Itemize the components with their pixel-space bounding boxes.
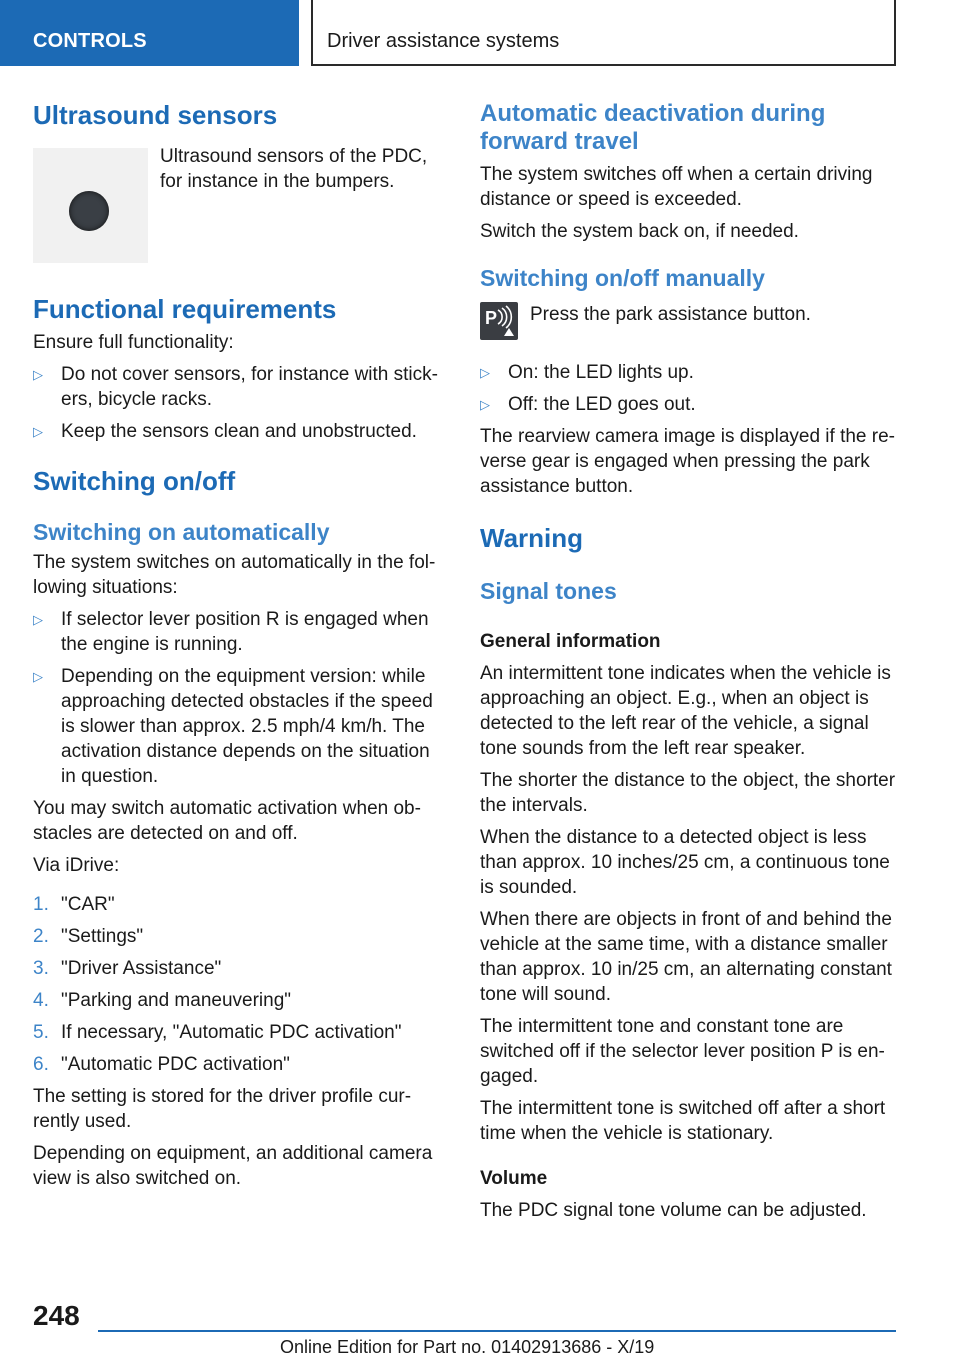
left-column xyxy=(33,100,441,1198)
sensor-icon xyxy=(69,191,109,231)
warning-heading: Warning xyxy=(480,523,584,553)
list-item: 2. "Settings" xyxy=(33,926,144,947)
functional-list xyxy=(33,362,441,444)
right-column xyxy=(480,100,898,1230)
ultrasound-section xyxy=(33,100,441,246)
functional-intro: Ensure full functionality: xyxy=(33,332,234,353)
park-assistance-button-icon xyxy=(480,302,518,340)
step-number: 3. xyxy=(33,958,49,979)
switching-heading: Switching on/off xyxy=(33,466,236,496)
list-item: 4. "Parking and maneuvering" xyxy=(33,990,292,1011)
functional-requirements-heading: Functional requirements xyxy=(33,294,337,324)
list-item: 1. "CAR" xyxy=(33,894,115,915)
edition-text: Online Edition for Part no. 01402913686 - X/19 xyxy=(280,1337,655,1357)
step-number: 2. xyxy=(33,926,49,947)
general-p4: When there are objects in front of and behind the vehicle at the same time, with a distance smaller than approx. 10 in/25 cm, an alternating constant tone will sound. xyxy=(480,909,892,1005)
bullet-triangle-icon: ▷ xyxy=(480,397,490,412)
list-item: ▷ On: the LED lights up. xyxy=(480,362,694,383)
general-info-heading: General information xyxy=(480,631,661,652)
volume-heading: Volume xyxy=(480,1168,548,1189)
via-idrive: Via iDrive: xyxy=(33,855,120,876)
list-item: 3. "Driver Assistance" xyxy=(33,958,222,979)
general-p6: The intermittent tone is switched off after a short time when the vehicle is stationary. xyxy=(480,1098,886,1144)
step-number: 6. xyxy=(33,1054,49,1075)
auto-intro: The system switches on automatically in the fol-lowing situations: xyxy=(33,552,436,598)
volume-text: The PDC signal tone volume can be adjusted. xyxy=(480,1200,867,1221)
deactivation-p1: The system switches off when a certain driving distance or speed is exceeded. xyxy=(480,164,873,210)
general-p3: When the distance to a detected object is less than approx. 10 inches/25 cm, a continuous tone is sounded. xyxy=(480,827,890,898)
list-item: ▷ Off: the LED goes out. xyxy=(480,394,696,415)
general-p5: The intermittent tone and constant tone are switched off if the selector lever position P is en-gaged. xyxy=(480,1016,885,1087)
chapter-title: Driver assistance systems xyxy=(327,30,560,52)
manual-text: Press the park assistance button. xyxy=(530,304,811,325)
idrive-steps xyxy=(33,892,441,1077)
auto-list xyxy=(33,607,441,789)
bullet-triangle-icon: ▷ xyxy=(33,424,43,439)
section-title: CONTROLS xyxy=(33,30,147,52)
footer-divider xyxy=(98,1330,896,1332)
page-number: 248 xyxy=(33,1300,80,1331)
ultrasound-heading: Ultrasound sensors xyxy=(33,100,278,130)
list-item: 6. "Automatic PDC activation" xyxy=(33,1054,290,1075)
step-number: 1. xyxy=(33,894,49,915)
signal-tones-heading: Signal tones xyxy=(480,578,617,604)
manual-instruction xyxy=(480,302,898,352)
stored-paragraph: The setting is stored for the driver profile cur-rently used. xyxy=(33,1086,412,1132)
step-number: 5. xyxy=(33,1022,49,1043)
ultrasound-description: Ultrasound sensors of the PDC, for instance in the bumpers. xyxy=(160,146,428,192)
svg-text:P: P xyxy=(485,308,498,328)
deactivation-p2: Switch the system back on, if needed. xyxy=(480,221,799,242)
manual-paragraph: The rearview camera image is displayed if the re-verse gear is engaged when pressing the park assistance button. xyxy=(480,426,896,497)
deactivation-heading: Automatic deactivation during forward travel xyxy=(480,100,826,155)
manual-list xyxy=(480,360,898,417)
page-header xyxy=(0,0,960,66)
bullet-triangle-icon: ▷ xyxy=(33,367,43,382)
list-item: ▷ Depending on the equipment version: while approaching detected obstacles if the speed is slower than approx. 2.5 mph/4 km/h. The activation distance depends on the situation in question. xyxy=(33,666,433,787)
list-item: ▷ If selector lever position R is engaged when the engine is running. xyxy=(33,609,429,655)
ultrasound-sensor-image xyxy=(33,148,148,263)
chapter-tab xyxy=(311,0,896,66)
general-p2: The shorter the distance to the object, the shorter the intervals. xyxy=(480,770,896,816)
general-p1: An intermittent tone indicates when the vehicle is approaching an object. E.g., when an object is detected to the left rear of the vehicle, a signal tone sounds from the left rear speaker. xyxy=(480,663,891,759)
section-tab xyxy=(0,0,299,66)
camera-paragraph: Depending on equipment, an additional camera view is also switched on. xyxy=(33,1143,433,1189)
bullet-triangle-icon: ▷ xyxy=(480,365,490,380)
bullet-triangle-icon: ▷ xyxy=(33,612,43,627)
manual-heading: Switching on/off manually xyxy=(480,265,765,291)
step-number: 4. xyxy=(33,990,49,1011)
bullet-triangle-icon: ▷ xyxy=(33,669,43,684)
list-item: ▷ Do not cover sensors, for instance with stick-ers, bicycle racks. xyxy=(33,364,438,410)
auto-paragraph: You may switch automatic activation when ob-stacles are detected on and off. xyxy=(33,798,421,844)
list-item: 5. If necessary, "Automatic PDC activation" xyxy=(33,1022,402,1043)
list-item: ▷ Keep the sensors clean and unobstructed. xyxy=(33,421,417,442)
switching-auto-heading: Switching on automatically xyxy=(33,519,330,545)
